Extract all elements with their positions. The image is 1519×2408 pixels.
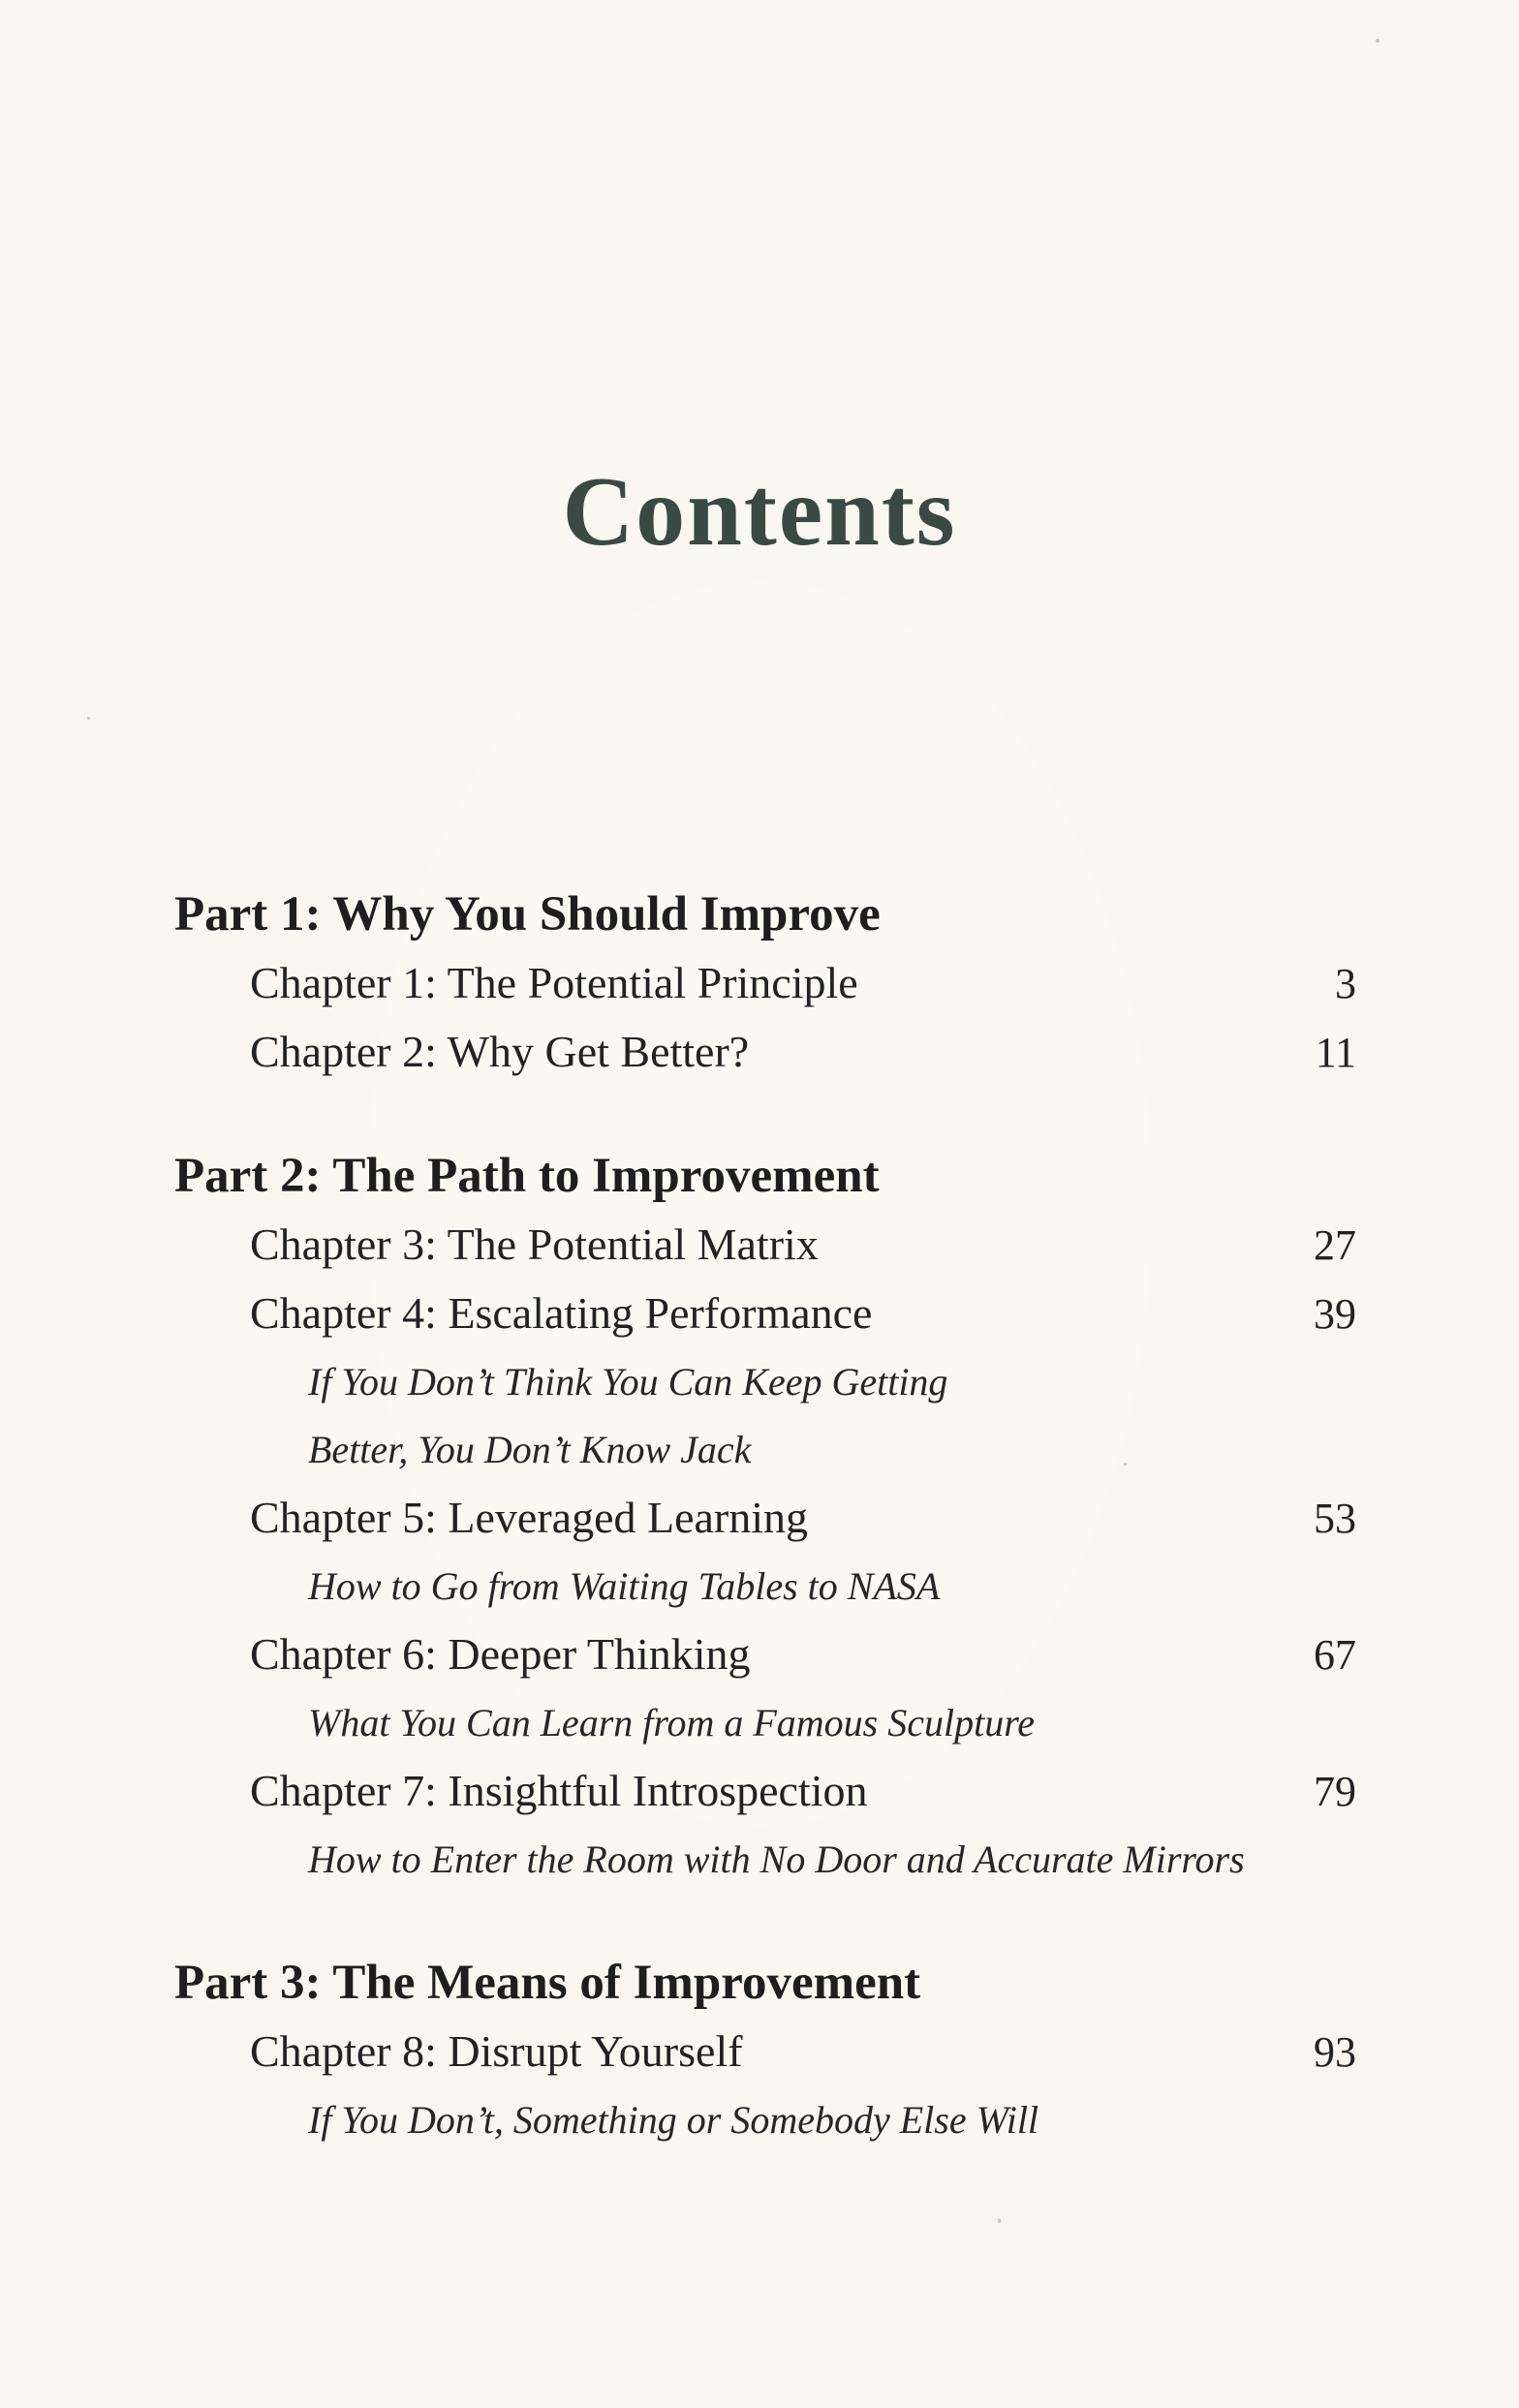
part-2 (174, 1141, 1356, 1894)
toc-entry (174, 1757, 1356, 1826)
table-of-contents (174, 880, 1356, 2208)
toc-entry (174, 949, 1356, 1018)
chapter-title: Chapter 4: Escalating Performance (250, 1288, 873, 1338)
chapter-title: Chapter 7: Insightful Introspection (250, 1766, 868, 1815)
toc-entry (174, 1018, 1356, 1087)
toc-entry (174, 1280, 1356, 1348)
toc-entry (174, 2018, 1356, 2086)
page-number: 53 (1314, 1495, 1356, 1542)
chapter-subtitle: How to Go from Waiting Tables to NASA (308, 1564, 941, 1608)
part-title: Part 2: The Path to Improvement (174, 1149, 880, 1203)
part-title: Part 3: The Means of Improvement (174, 1956, 921, 2010)
paper-speck (87, 717, 90, 720)
chapter-subtitle: If You Don’t Think You Can Keep Getting (308, 1360, 948, 1404)
chapter-title: Chapter 1: The Potential Principle (250, 958, 858, 1007)
paper-speck (998, 2218, 1001, 2223)
chapter-title: Chapter 5: Leveraged Learning (250, 1493, 809, 1542)
part-title: Part 1: Why You Should Improve (174, 887, 881, 942)
chapter-subtitle: How to Enter the Room with No Door and Accurate Mirrors (308, 1837, 1245, 1881)
toc-entry (174, 1211, 1356, 1280)
paper-speck (1376, 39, 1380, 43)
part-1 (174, 880, 1356, 1087)
page-number: 67 (1314, 1631, 1356, 1679)
chapter-title: Chapter 8: Disrupt Yourself (250, 2026, 743, 2076)
page-number: 3 (1335, 960, 1356, 1007)
page-number: 39 (1314, 1290, 1356, 1338)
chapter-subtitle: What You Can Learn from a Famous Sculpture (308, 1701, 1036, 1744)
chapter-title: Chapter 2: Why Get Better? (250, 1027, 750, 1076)
page-number: 11 (1315, 1029, 1356, 1076)
chapter-subtitle: Better, You Don’t Know Jack (308, 1428, 752, 1471)
page-number: 79 (1314, 1768, 1356, 1815)
page-number: 93 (1314, 2028, 1356, 2076)
toc-entry (174, 1484, 1356, 1553)
page-title: Contents (562, 457, 957, 567)
chapter-title: Chapter 6: Deeper Thinking (250, 1629, 751, 1679)
chapter-title: Chapter 3: The Potential Matrix (250, 1219, 819, 1269)
toc-entry (174, 1621, 1356, 1689)
page-number: 27 (1314, 1221, 1356, 1269)
chapter-subtitle: If You Don’t, Something or Somebody Else Will (308, 2098, 1039, 2142)
part-3 (174, 1948, 1356, 2154)
